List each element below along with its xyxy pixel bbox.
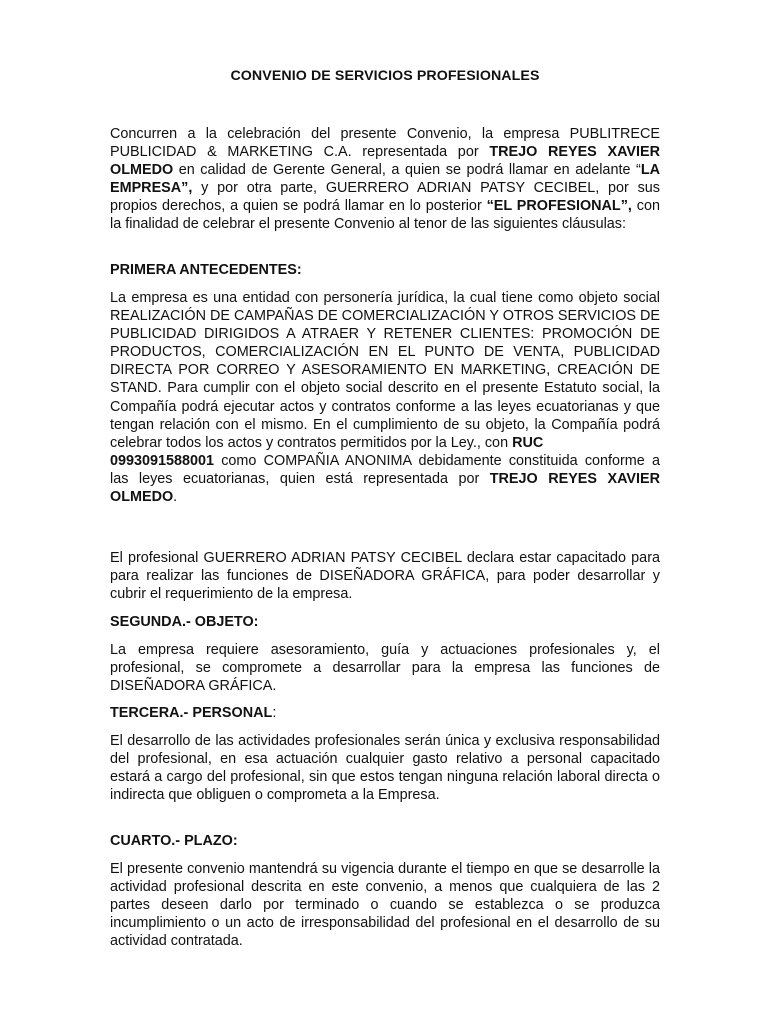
intro-representative-name: TREJO REYES XAVIER OLMEDO: [110, 144, 660, 179]
section-segunda-paragraph: [110, 641, 660, 695]
section-heading-segunda: [110, 613, 660, 631]
intro-text-4: con la finalidad de celebrar el presente Convenio al tenor de las siguientes cláusulas:: [110, 198, 660, 233]
primera-paragraph-2-text: El profesional GUERRERO ADRIAN PATSY CECIBEL declara estar capacitado para para realizar las funciones de DISEÑADORA GRÁFICA, para poder desarrollar y cubrir el requerimiento de la empresa.: [110, 550, 660, 603]
primera-ruc-label: RUC: [512, 434, 544, 451]
cuarto-paragraph-text: El presente convenio mantendrá su vigencia durante el tiempo en que se desarrolle la actividad profesional descrita en este convenio, a menos que cualquiera de las 2 partes deseen darlo por terminado o cuando se establezca o se produzca incumplimiento o un acto de irresponsabilidad del profesional en el desarrollo de su actividad contratada.: [110, 861, 660, 950]
heading-tercera-text: TERCERA.- PERSONAL: [110, 705, 273, 721]
section-primera-paragraph-1: [110, 289, 660, 506]
section-heading-tercera: [110, 704, 660, 722]
intro-text-1: Concurren a la celebración del presente Convenio, la empresa PUBLITRECE PUBLICIDAD & MARKETING C.A. representada por: [110, 126, 660, 161]
document-title: CONVENIO DE SERVICIOS PROFESIONALES: [230, 68, 540, 84]
section-primera-paragraph-2: [110, 549, 660, 603]
intro-text-3: y por otra parte, GUERRERO ADRIAN PATSY CECIBEL, por sus propios derechos, a quien se podrá llamar en lo posterior: [110, 180, 660, 215]
heading-cuarto-text: CUARTO.- PLAZO:: [110, 833, 238, 849]
section-cuarto-paragraph: [110, 860, 660, 950]
section-tercera-paragraph: [110, 732, 660, 804]
primera-text-3: .: [173, 489, 178, 506]
intro-la-empresa: LA EMPRESA”,: [110, 162, 660, 197]
heading-segunda-text: SEGUNDA.- OBJETO:: [110, 614, 259, 630]
primera-ruc-number: 0993091588001: [110, 452, 215, 469]
tercera-paragraph-text: El desarrollo de las actividades profesionales serán única y exclusiva responsabilidad del profesional, en esa actuación cualquier gasto relativo a personal capacitado estará a cargo del profesional, sin que estos tengan ninguna relación laboral directa o indirecta que obliguen o comprometa a la Empresa.: [110, 733, 660, 804]
primera-text-1: La empresa es una entidad con personería jurídica, la cual tiene como objeto social REALIZACIÓN DE CAMPAÑAS DE COMERCIALIZACIÓN Y OTROS SERVICIOS DE PUBLICIDAD DIRIGIDOS A ATRAER Y RETENER CLIENTES: PROMOCIÓN DE PRODUCTOS, COMERCIALIZACIÓN EN EL PUNTO DE VENTA, PUBLICIDAD DIRECTA POR CORREO Y ASESORAMIENTO EN MARKETING, CREACIÓN DE STAND. Para cumplir con el objeto social descrito en el presente Estatuto social, la Compañía podrá ejecutar actos y contratos conforme a las leyes ecuatorianas y que tengan relación con el mismo. En el cumplimiento de su objeto, la Compañía podrá celebrar todos los actos y contratos permitidos por la Ley., con: [110, 290, 660, 451]
heading-primera-text: PRIMERA ANTECEDENTES:: [110, 262, 302, 278]
intro-paragraph: [110, 125, 660, 234]
section-heading-cuarto: [110, 832, 660, 850]
intro-text-2: en calidad de Gerente General, a quien se podrá llamar en adelante “: [173, 162, 641, 179]
heading-tercera-colon: :: [272, 705, 277, 721]
segunda-paragraph-text: La empresa requiere asesoramiento, guía y actuaciones profesionales y, el profesional, se compromete a desarrollar para la empresa las funciones de DISEÑADORA GRÁFICA.: [110, 642, 660, 695]
section-heading-primera: [110, 261, 660, 279]
primera-text-2: como COMPAÑIA ANONIMA debidamente constituida conforme a las leyes ecuatorianas, quien está representada por: [110, 452, 660, 487]
primera-representative-name: TREJO REYES XAVIER OLMEDO: [110, 470, 660, 506]
intro-el-profesional: “EL PROFESIONAL”,: [486, 198, 632, 215]
